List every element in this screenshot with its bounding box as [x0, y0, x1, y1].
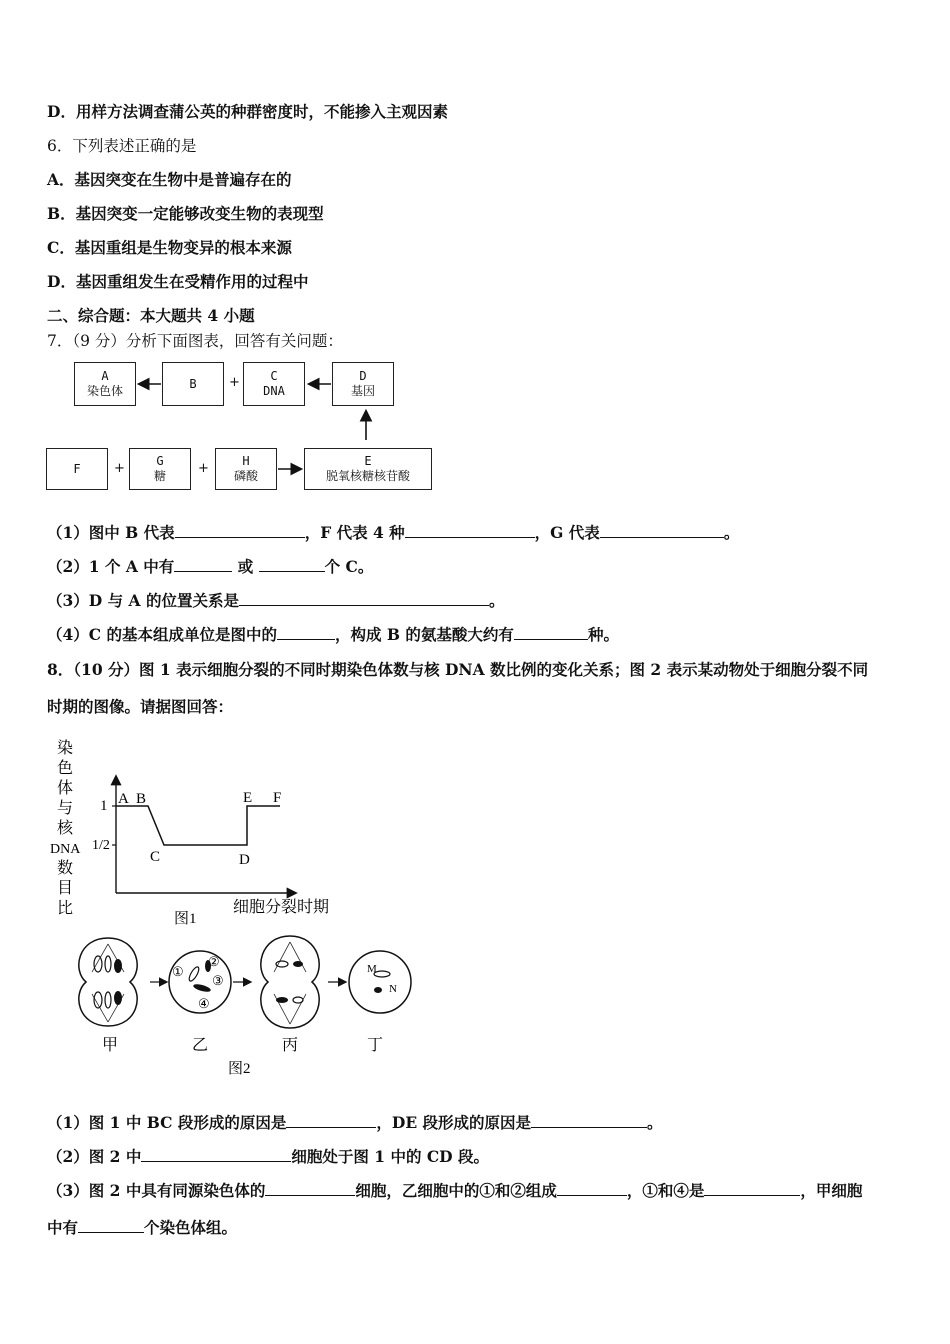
- answer-blank[interactable]: [175, 523, 305, 538]
- q7-concept-diagram: [0, 0, 950, 500]
- answer-blank[interactable]: [600, 523, 724, 538]
- q6-option-b: B．基因突变一定能够改变生物的表现型: [47, 204, 324, 223]
- ytick-half: 1/2: [92, 838, 110, 853]
- cell-jia: [79, 938, 137, 1026]
- point-label-e: E: [243, 790, 253, 806]
- q8-stem-line2: 时期的图像。请据图回答：: [47, 697, 234, 716]
- answer-blank[interactable]: [141, 1147, 291, 1162]
- q6-option-d: D．基因重组发生在受精作用的过程中: [47, 272, 309, 291]
- q7-sub3: （3）D 与 A 的位置关系是 。: [47, 591, 505, 610]
- cell-label-ding: 丁: [367, 1037, 384, 1054]
- point-label-b: B: [136, 791, 147, 807]
- answer-blank[interactable]: [259, 557, 325, 572]
- q7-sub2: （2）1 个 A 中有 或 个 C。: [47, 557, 374, 576]
- q8-sub2: （2）图 2 中 细胞处于图 1 中的 CD 段。: [47, 1147, 490, 1166]
- answer-blank[interactable]: [405, 523, 535, 538]
- mark-4: ④: [198, 996, 210, 1011]
- x-axis-label: 细胞分裂时期: [233, 899, 330, 916]
- q6-stem: 6．下列表述正确的是: [47, 137, 197, 155]
- q8-sub3: （3）图 2 中具有同源染色体的 细胞，乙细胞中的①和②组成 ，①和④是 ，甲细胞: [47, 1181, 863, 1200]
- ylabel-char: 与: [57, 800, 74, 817]
- answer-blank[interactable]: [531, 1113, 647, 1128]
- cell-yi: [169, 951, 231, 1013]
- answer-blank[interactable]: [78, 1218, 144, 1233]
- answer-blank[interactable]: [514, 625, 588, 640]
- ytick-1: 1: [100, 798, 108, 814]
- q5-option-d: D．用样方法调查蒲公英的种群密度时，不能掺入主观因素: [47, 102, 448, 121]
- plus-sign: +: [198, 461, 209, 476]
- ylabel-char: 体: [57, 780, 74, 797]
- plus-sign: +: [229, 375, 240, 390]
- figure1-graph: [40, 735, 360, 935]
- figure2-caption: 图2: [228, 1061, 251, 1077]
- answer-blank[interactable]: [239, 591, 489, 606]
- ylabel-char: 色: [57, 760, 74, 777]
- ylabel-char: 染: [57, 740, 74, 757]
- ylabel-char: 核: [57, 820, 74, 837]
- q7-sub4: （4）C 的基本组成单位是图中的 ，构成 B 的氨基酸大约有 种。: [47, 625, 619, 644]
- y-axis-label: [50, 739, 81, 917]
- plus-sign: +: [114, 461, 125, 476]
- box-h: H 磷酸: [215, 448, 277, 490]
- ratio-curve: [116, 806, 280, 845]
- q8-sub3-cont: 中有 个染色体组。: [47, 1218, 238, 1237]
- q8-sub1: （1）图 1 中 BC 段形成的原因是 ，DE 段形成的原因是 。: [47, 1113, 663, 1132]
- answer-blank[interactable]: [704, 1181, 800, 1196]
- box-c: C DNA: [243, 362, 305, 406]
- ylabel-char: 目: [57, 880, 74, 897]
- answer-blank[interactable]: [286, 1113, 376, 1128]
- answer-blank[interactable]: [557, 1181, 627, 1196]
- cell-label-bing: 丙: [282, 1037, 299, 1054]
- cell-ding: [349, 951, 411, 1013]
- figure2-cells: [70, 930, 430, 1080]
- q7-stem: 7．（9 分）分析下面图表，回答有关问题：: [47, 332, 343, 350]
- cell-label-jia: 甲: [102, 1037, 119, 1054]
- answer-blank[interactable]: [277, 625, 335, 640]
- point-label-c: C: [150, 849, 161, 865]
- q6-option-a: A．基因突变在生物中是普遍存在的: [47, 170, 292, 189]
- box-e: E 脱氧核糖核苷酸: [304, 448, 432, 490]
- point-label-d: D: [239, 852, 250, 868]
- diagram-arrows: [0, 0, 950, 500]
- q8-stem-line1: 8．（10 分）图 1 表示细胞分裂的不同时期染色体数与核 DNA 数比例的变化关系；图 2 表示某动物处于细胞分裂不同: [47, 660, 869, 679]
- ylabel-char: 比: [57, 900, 74, 917]
- mark-2: ②: [208, 954, 220, 969]
- answer-blank[interactable]: [174, 557, 232, 572]
- point-label-a: A: [118, 791, 129, 807]
- ylabel-char: 数: [57, 860, 74, 877]
- mark-3: ③: [212, 973, 224, 988]
- mark-1: ①: [172, 964, 184, 979]
- section-title: 二、综合题：本大题共 4 小题: [47, 306, 255, 325]
- box-b: B: [162, 362, 224, 406]
- mark-n: N: [389, 983, 397, 995]
- mark-m: M: [367, 963, 377, 975]
- cell-bing: [261, 936, 319, 1028]
- cell-label-yi: 乙: [192, 1037, 209, 1054]
- point-label-f: F: [273, 790, 282, 806]
- figure1-caption: 图1: [174, 911, 197, 927]
- answer-blank[interactable]: [265, 1181, 355, 1196]
- ylabel-char: DNA: [50, 842, 81, 857]
- box-f: F: [46, 448, 108, 490]
- q6-option-c: C．基因重组是生物变异的根本来源: [47, 238, 292, 257]
- box-d: D 基因: [332, 362, 394, 406]
- box-g: G 糖: [129, 448, 191, 490]
- box-a: A 染色体: [74, 362, 136, 406]
- q7-sub1: （1）图中 B 代表 ，F 代表 4 种 ，G 代表 。: [47, 523, 740, 542]
